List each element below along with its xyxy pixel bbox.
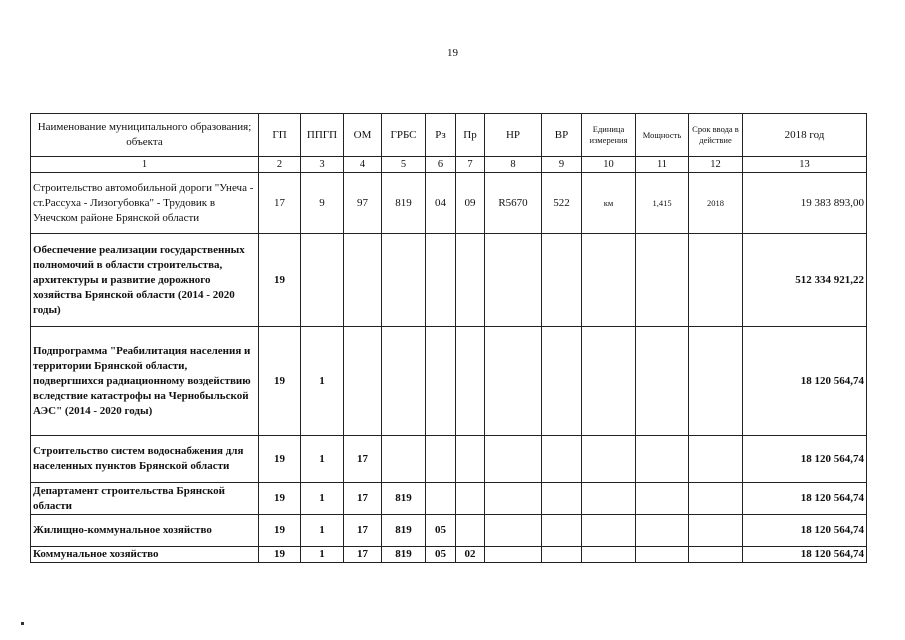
cell-nr bbox=[485, 483, 542, 515]
cell-ppgp: 9 bbox=[301, 173, 344, 234]
cell-amount: 19 383 893,00 bbox=[743, 173, 867, 234]
cell-amount: 18 120 564,74 bbox=[743, 327, 867, 436]
column-number: 2 bbox=[259, 157, 301, 173]
header-unit: Единица измерения bbox=[582, 114, 636, 157]
cell-vr bbox=[542, 515, 582, 547]
cell-deadline bbox=[689, 547, 743, 563]
cell-rz bbox=[426, 483, 456, 515]
cell-gp: 19 bbox=[259, 327, 301, 436]
column-number: 7 bbox=[456, 157, 485, 173]
cell-deadline bbox=[689, 234, 743, 327]
cell-nr bbox=[485, 436, 542, 483]
cell-grbs: 819 bbox=[382, 483, 426, 515]
row-name: Подпрограмма "Реабилитация населения и территории Брянской области, подвергшихся радиационному воздействию вследствие катастрофы на Чернобыльской АЭС" (2014 - 2020 годы) bbox=[31, 327, 259, 436]
header-om: ОМ bbox=[344, 114, 382, 157]
cell-om bbox=[344, 327, 382, 436]
cell-pr bbox=[456, 515, 485, 547]
cell-om: 17 bbox=[344, 436, 382, 483]
cell-gp: 19 bbox=[259, 436, 301, 483]
column-number: 5 bbox=[382, 157, 426, 173]
table-row bbox=[31, 173, 867, 234]
cell-capacity bbox=[636, 515, 689, 547]
column-number: 3 bbox=[301, 157, 344, 173]
header-rz: Рз bbox=[426, 114, 456, 157]
cell-nr bbox=[485, 234, 542, 327]
cell-capacity bbox=[636, 234, 689, 327]
cell-rz: 05 bbox=[426, 515, 456, 547]
column-number: 10 bbox=[582, 157, 636, 173]
header-vr: ВР bbox=[542, 114, 582, 157]
cell-capacity bbox=[636, 547, 689, 563]
cell-grbs: 819 bbox=[382, 173, 426, 234]
cell-pr bbox=[456, 234, 485, 327]
header-deadline: Срок ввода в действие bbox=[689, 114, 743, 157]
cell-amount: 18 120 564,74 bbox=[743, 483, 867, 515]
table-row bbox=[31, 515, 867, 547]
cell-rz bbox=[426, 327, 456, 436]
header-name: Наименование муниципального образования; объекта bbox=[31, 114, 259, 157]
cell-rz: 04 bbox=[426, 173, 456, 234]
header-gp: ГП bbox=[259, 114, 301, 157]
cell-ppgp bbox=[301, 234, 344, 327]
cell-nr: R5670 bbox=[485, 173, 542, 234]
cell-vr bbox=[542, 483, 582, 515]
table-header-row bbox=[31, 114, 867, 157]
table-row bbox=[31, 327, 867, 436]
row-name: Коммунальное хозяйство bbox=[31, 547, 259, 563]
cell-unit bbox=[582, 515, 636, 547]
cell-amount: 18 120 564,74 bbox=[743, 436, 867, 483]
cell-pr bbox=[456, 436, 485, 483]
cell-vr bbox=[542, 436, 582, 483]
table-row bbox=[31, 234, 867, 327]
cell-unit bbox=[582, 547, 636, 563]
row-name: Департамент строительства Брянской области bbox=[31, 483, 259, 515]
cell-ppgp: 1 bbox=[301, 515, 344, 547]
cell-om bbox=[344, 234, 382, 327]
cell-vr bbox=[542, 327, 582, 436]
cell-unit bbox=[582, 436, 636, 483]
column-number: 4 bbox=[344, 157, 382, 173]
cell-ppgp: 1 bbox=[301, 547, 344, 563]
cell-grbs: 819 bbox=[382, 547, 426, 563]
column-number: 8 bbox=[485, 157, 542, 173]
cell-gp: 19 bbox=[259, 515, 301, 547]
cell-om: 17 bbox=[344, 515, 382, 547]
cell-vr: 522 bbox=[542, 173, 582, 234]
column-number: 13 bbox=[743, 157, 867, 173]
cell-pr bbox=[456, 327, 485, 436]
cell-gp: 17 bbox=[259, 173, 301, 234]
column-numbers-row bbox=[31, 157, 867, 173]
cell-unit bbox=[582, 483, 636, 515]
row-name: Жилищно-коммунальное хозяйство bbox=[31, 515, 259, 547]
header-pr: Пр bbox=[456, 114, 485, 157]
table-row bbox=[31, 547, 867, 563]
cell-vr bbox=[542, 547, 582, 563]
scan-mark bbox=[21, 622, 24, 625]
cell-gp: 19 bbox=[259, 547, 301, 563]
cell-amount: 18 120 564,74 bbox=[743, 515, 867, 547]
cell-deadline bbox=[689, 436, 743, 483]
column-number: 12 bbox=[689, 157, 743, 173]
cell-amount: 512 334 921,22 bbox=[743, 234, 867, 327]
cell-pr bbox=[456, 483, 485, 515]
cell-om: 17 bbox=[344, 483, 382, 515]
cell-vr bbox=[542, 234, 582, 327]
header-capacity: Мощность bbox=[636, 114, 689, 157]
table-row bbox=[31, 483, 867, 515]
cell-rz bbox=[426, 234, 456, 327]
cell-deadline bbox=[689, 483, 743, 515]
cell-capacity bbox=[636, 436, 689, 483]
cell-unit: км bbox=[582, 173, 636, 234]
cell-gp: 19 bbox=[259, 483, 301, 515]
cell-rz bbox=[426, 436, 456, 483]
row-name: Обеспечение реализации государственных полномочий в области строительства, архитектуры и развитие дорожного хозяйства Брянской области (2014 - 2020 годы) bbox=[31, 234, 259, 327]
header-nr: НР bbox=[485, 114, 542, 157]
budget-table bbox=[30, 113, 867, 563]
header-grbs: ГРБС bbox=[382, 114, 426, 157]
cell-ppgp: 1 bbox=[301, 483, 344, 515]
cell-deadline: 2018 bbox=[689, 173, 743, 234]
cell-grbs bbox=[382, 234, 426, 327]
cell-gp: 19 bbox=[259, 234, 301, 327]
column-number: 11 bbox=[636, 157, 689, 173]
cell-deadline bbox=[689, 327, 743, 436]
cell-pr: 09 bbox=[456, 173, 485, 234]
page-number: 19 bbox=[447, 47, 458, 59]
cell-deadline bbox=[689, 515, 743, 547]
row-name: Строительство систем водоснабжения для населенных пунктов Брянской области bbox=[31, 436, 259, 483]
column-number: 6 bbox=[426, 157, 456, 173]
cell-capacity bbox=[636, 327, 689, 436]
cell-unit bbox=[582, 327, 636, 436]
cell-capacity: 1,415 bbox=[636, 173, 689, 234]
table-row bbox=[31, 436, 867, 483]
cell-pr: 02 bbox=[456, 547, 485, 563]
cell-nr bbox=[485, 547, 542, 563]
row-name: Строительство автомобильной дороги "Унеча - ст.Рассуха - Лизогубовка" - Трудовик в Унечском районе Брянской области bbox=[31, 173, 259, 234]
cell-rz: 05 bbox=[426, 547, 456, 563]
cell-capacity bbox=[636, 483, 689, 515]
column-number: 1 bbox=[31, 157, 259, 173]
cell-grbs bbox=[382, 436, 426, 483]
cell-amount: 18 120 564,74 bbox=[743, 547, 867, 563]
cell-unit bbox=[582, 234, 636, 327]
header-ppgp: ППГП bbox=[301, 114, 344, 157]
cell-om: 97 bbox=[344, 173, 382, 234]
cell-ppgp: 1 bbox=[301, 436, 344, 483]
column-number: 9 bbox=[542, 157, 582, 173]
cell-ppgp: 1 bbox=[301, 327, 344, 436]
cell-om: 17 bbox=[344, 547, 382, 563]
header-year: 2018 год bbox=[743, 114, 867, 157]
cell-nr bbox=[485, 515, 542, 547]
cell-nr bbox=[485, 327, 542, 436]
cell-grbs bbox=[382, 327, 426, 436]
cell-grbs: 819 bbox=[382, 515, 426, 547]
